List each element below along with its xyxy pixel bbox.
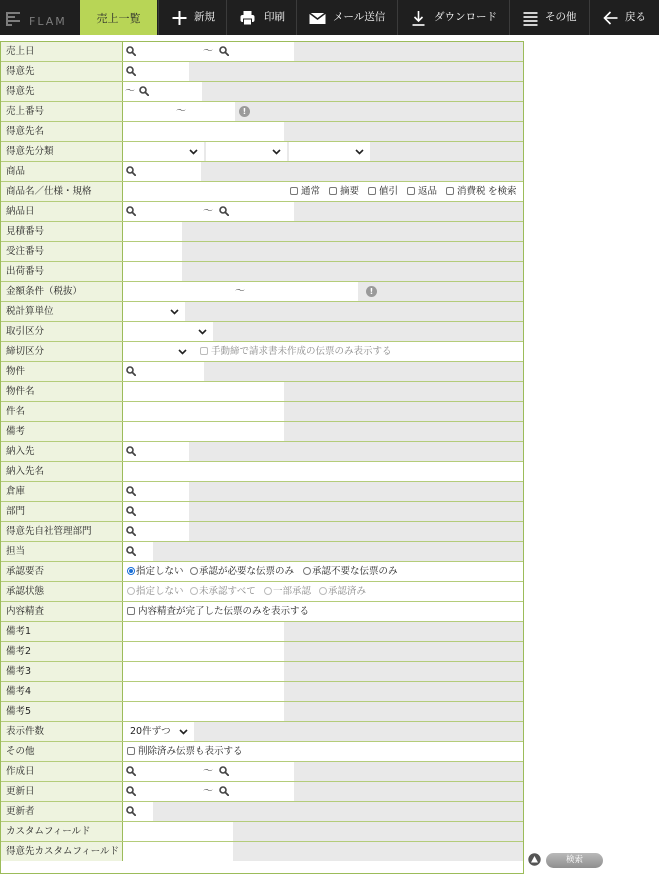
- range-tilde: ～: [176, 106, 186, 117]
- row-order-no: [1, 242, 523, 262]
- label-property: 物件: [1, 362, 123, 381]
- new-label: 新規: [194, 11, 215, 23]
- row-display-count: [1, 722, 523, 742]
- chevron-down-icon: [179, 727, 188, 736]
- remarks1-input[interactable]: [123, 622, 284, 641]
- row-custom-field: [1, 822, 523, 842]
- label-display-count: 表示件数: [1, 722, 123, 741]
- flam-logo[interactable]: [6, 7, 76, 31]
- search-button[interactable]: 検索: [546, 853, 603, 868]
- label-customer-name: 得意先名: [1, 122, 123, 141]
- checkbox[interactable]: [127, 747, 135, 755]
- label-updated-by: 更新者: [1, 802, 123, 821]
- show-deleted-option[interactable]: 削除済み伝票も表示する: [127, 742, 243, 762]
- search-icon[interactable]: [126, 166, 136, 176]
- logo-text: FLAM: [29, 15, 67, 28]
- tax-unit-select[interactable]: [123, 302, 185, 321]
- row-shipping-no: [1, 262, 523, 282]
- property-name-input[interactable]: [123, 382, 284, 401]
- send-mail-button[interactable]: [296, 0, 397, 35]
- row-department: [1, 502, 523, 522]
- checkbox[interactable]: [407, 187, 415, 195]
- label-staff: 担当: [1, 542, 123, 561]
- display-count-select[interactable]: [123, 722, 194, 741]
- remarks-input[interactable]: [123, 422, 284, 441]
- label-delivery-to-name: 納入先名: [1, 462, 123, 481]
- option-summary[interactable]: 摘要: [329, 182, 359, 202]
- product-name-field: [123, 182, 523, 201]
- mail-icon: [309, 10, 326, 26]
- print-button[interactable]: [226, 0, 296, 35]
- search-icon[interactable]: [126, 806, 136, 816]
- row-customer-class: [1, 142, 523, 162]
- radio-status-none[interactable]: 指定しない: [127, 582, 184, 602]
- label-estimate-no: 見積番号: [1, 222, 123, 241]
- search-icon[interactable]: [126, 766, 136, 776]
- custom-field-input[interactable]: [123, 822, 233, 841]
- customer-custom-field-input[interactable]: [123, 842, 233, 861]
- checkbox[interactable]: [127, 607, 135, 615]
- label-delivery-date: 納品日: [1, 202, 123, 221]
- label-subject: 件名: [1, 402, 123, 421]
- top-toolbar: [0, 0, 659, 35]
- row-customer-name: [1, 122, 523, 142]
- checkbox[interactable]: [368, 187, 376, 195]
- label-customer-class: 得意先分類: [1, 142, 123, 161]
- label-amount: 金額条件（税抜）: [1, 282, 123, 301]
- radio[interactable]: [127, 587, 135, 595]
- range-tilde: ～: [235, 286, 245, 297]
- search-form: [0, 41, 524, 874]
- tab-sales-list[interactable]: 売上一覧: [80, 0, 157, 35]
- closing-checkbox-option[interactable]: 手動締で請求書未作成の伝票のみ表示する: [200, 342, 392, 362]
- plus-icon: [171, 10, 188, 26]
- row-estimate-no: [1, 222, 523, 242]
- content-check-field: [123, 602, 523, 621]
- radio[interactable]: [190, 567, 198, 575]
- customer-class-select-1[interactable]: [123, 142, 204, 161]
- remarks2-input[interactable]: [123, 642, 284, 661]
- chevron-down-icon: [189, 147, 198, 156]
- search-icon[interactable]: [126, 786, 136, 796]
- new-button[interactable]: [158, 0, 226, 35]
- send-mail-label: メール送信: [333, 11, 386, 23]
- search-icon[interactable]: [126, 526, 136, 536]
- download-label: ダウンロード: [434, 11, 497, 23]
- row-content-check: [1, 602, 523, 622]
- row-customer-custom-field: [1, 842, 523, 862]
- row-delivery-to: [1, 442, 523, 462]
- label-customer-dept: 得意先自社管理部門: [1, 522, 123, 541]
- checkbox[interactable]: [290, 187, 298, 195]
- search-icon[interactable]: [126, 446, 136, 456]
- search-icon[interactable]: [126, 46, 136, 56]
- subject-input[interactable]: [123, 402, 284, 421]
- row-closing-type: [1, 342, 523, 362]
- customer-class-select-3[interactable]: [289, 142, 370, 161]
- row-product-name: [1, 182, 523, 202]
- label-customer-to: 得意先: [1, 82, 123, 101]
- print-label: 印刷: [264, 11, 285, 23]
- back-button[interactable]: [589, 0, 659, 35]
- other-field: [123, 742, 523, 761]
- label-department: 部門: [1, 502, 123, 521]
- remarks5-input[interactable]: [123, 702, 284, 721]
- row-tax-unit: [1, 302, 523, 322]
- label-remarks5: 備考5: [1, 702, 123, 721]
- closing-type-select[interactable]: [123, 342, 193, 361]
- chevron-down-icon: [272, 147, 281, 156]
- checkbox[interactable]: [446, 187, 454, 195]
- row-staff: [1, 542, 523, 562]
- range-tilde: ～: [203, 786, 213, 797]
- label-remarks3: 備考3: [1, 662, 123, 681]
- label-customer: 得意先: [1, 62, 123, 81]
- approval-required-options: [123, 562, 523, 581]
- row-approval-status: [1, 582, 523, 602]
- back-label: 戻る: [625, 11, 646, 23]
- option-discount[interactable]: 値引: [368, 182, 398, 202]
- label-remarks: 備考: [1, 422, 123, 441]
- other-menu-button[interactable]: [509, 0, 589, 35]
- checkbox[interactable]: [329, 187, 337, 195]
- option-tax[interactable]: 消費税: [446, 182, 486, 202]
- approval-status-options: [123, 582, 523, 601]
- row-remarks1: [1, 622, 523, 642]
- row-amount: [1, 282, 523, 302]
- label-updated-date: 更新日: [1, 782, 123, 801]
- range-tilde: ～: [203, 46, 213, 57]
- row-remarks2: [1, 642, 523, 662]
- row-product: [1, 162, 523, 182]
- chevron-down-icon: [198, 327, 207, 336]
- radio-approval-not-required-only[interactable]: 承認不要な伝票のみ: [303, 562, 398, 582]
- search-icon[interactable]: [126, 506, 136, 516]
- row-remarks: [1, 422, 523, 442]
- radio[interactable]: [190, 587, 198, 595]
- row-customer: [1, 62, 523, 82]
- checkbox[interactable]: [200, 347, 208, 355]
- range-tilde: ～: [203, 206, 213, 217]
- row-property: [1, 362, 523, 382]
- closing-type-field: [123, 342, 523, 361]
- search-icon[interactable]: [139, 86, 149, 96]
- label-property-name: 物件名: [1, 382, 123, 401]
- search-icon[interactable]: [126, 486, 136, 496]
- download-button[interactable]: [397, 0, 509, 35]
- customer-class-select-2[interactable]: [206, 142, 287, 161]
- label-remarks2: 備考2: [1, 642, 123, 661]
- collapse-up-icon[interactable]: [528, 853, 541, 866]
- row-property-name: [1, 382, 523, 402]
- row-customer-to: [1, 82, 523, 102]
- search-icon[interactable]: [219, 206, 229, 216]
- label-warehouse: 倉庫: [1, 482, 123, 501]
- label-order-no: 受注番号: [1, 242, 123, 261]
- chevron-down-icon: [170, 307, 179, 316]
- row-other: [1, 742, 523, 762]
- estimate-no-input[interactable]: [123, 222, 182, 241]
- label-content-check: 内容精査: [1, 602, 123, 621]
- row-remarks3: [1, 662, 523, 682]
- search-icon[interactable]: [219, 766, 229, 776]
- row-approval-required: [1, 562, 523, 582]
- list-icon: [522, 10, 539, 26]
- radio[interactable]: [319, 587, 327, 595]
- printer-icon: [239, 10, 256, 26]
- search-icon[interactable]: [126, 366, 136, 376]
- delivery-to-name-input[interactable]: [123, 462, 523, 481]
- label-remarks4: 備考4: [1, 682, 123, 701]
- remarks4-input[interactable]: [123, 682, 284, 701]
- label-custom-field: カスタムフィールド: [1, 822, 123, 841]
- radio-status-unapproved[interactable]: 未承認すべて: [190, 582, 256, 602]
- label-tax-unit: 税計算単位: [1, 302, 123, 321]
- label-remarks1: 備考1: [1, 622, 123, 641]
- range-tilde: ～: [203, 766, 213, 777]
- search-icon[interactable]: [219, 46, 229, 56]
- option-normal[interactable]: 通常: [290, 182, 320, 202]
- radio-status-approved[interactable]: 承認済み: [319, 582, 366, 602]
- range-tilde: ～: [125, 86, 135, 97]
- row-delivery-date: [1, 202, 523, 222]
- label-approval-status: 承認状態: [1, 582, 123, 601]
- search-icon[interactable]: [126, 66, 136, 76]
- display-count-value: 20件ずつ: [130, 726, 171, 737]
- order-no-input[interactable]: [123, 242, 182, 261]
- label-approval-required: 承認要否: [1, 562, 123, 581]
- remarks3-input[interactable]: [123, 662, 284, 681]
- radio-approval-none[interactable]: 指定しない: [127, 562, 184, 582]
- label-customer-custom-field: 得意先カスタムフィールド: [1, 842, 123, 861]
- option-return[interactable]: 返品: [407, 182, 437, 202]
- label-sales-date: 売上日: [1, 42, 123, 61]
- sales-date-from-input[interactable]: [139, 42, 201, 61]
- arrow-left-icon: [602, 10, 619, 26]
- row-sales-no: [1, 102, 523, 122]
- content-check-option[interactable]: 内容精査が完了した伝票のみを表示する: [127, 602, 309, 622]
- label-delivery-to: 納入先: [1, 442, 123, 461]
- product-name-input[interactable]: [123, 182, 283, 201]
- label-closing-type: 締切区分: [1, 342, 123, 361]
- label-product: 商品: [1, 162, 123, 181]
- trade-type-select[interactable]: [123, 322, 213, 341]
- row-trade-type: [1, 322, 523, 342]
- row-created-date: [1, 762, 523, 782]
- label-product-name: 商品名／仕様・規格: [1, 182, 123, 201]
- label-created-date: 作成日: [1, 762, 123, 781]
- label-shipping-no: 出荷番号: [1, 262, 123, 281]
- shipping-no-input[interactable]: [123, 262, 182, 281]
- row-warehouse: [1, 482, 523, 502]
- row-remarks5: [1, 702, 523, 722]
- label-other: その他: [1, 742, 123, 761]
- row-delivery-to-name: [1, 462, 523, 482]
- row-updated-date: [1, 782, 523, 802]
- other-menu-label: その他: [545, 11, 577, 23]
- search-icon[interactable]: [219, 786, 229, 796]
- row-subject: [1, 402, 523, 422]
- radio[interactable]: [303, 567, 311, 575]
- row-updated-by: [1, 802, 523, 822]
- customer-name-input[interactable]: [123, 122, 284, 141]
- download-icon: [410, 10, 427, 26]
- search-icon[interactable]: [126, 206, 136, 216]
- search-icon[interactable]: [126, 546, 136, 556]
- row-remarks4: [1, 682, 523, 702]
- label-trade-type: 取引区分: [1, 322, 123, 341]
- radio-approval-required-only[interactable]: 承認が必要な伝票のみ: [190, 562, 294, 582]
- label-sales-no: 売上番号: [1, 102, 123, 121]
- row-sales-date: [1, 42, 523, 62]
- row-customer-dept: [1, 522, 523, 542]
- chevron-down-icon: [355, 147, 364, 156]
- radio[interactable]: [264, 587, 272, 595]
- search-suffix: を検索: [488, 186, 517, 197]
- radio-selected[interactable]: [127, 567, 135, 575]
- radio-status-partial[interactable]: 一部承認: [264, 582, 311, 602]
- info-icon[interactable]: !: [366, 286, 377, 297]
- chevron-down-icon: [178, 347, 187, 356]
- info-icon[interactable]: !: [239, 106, 250, 117]
